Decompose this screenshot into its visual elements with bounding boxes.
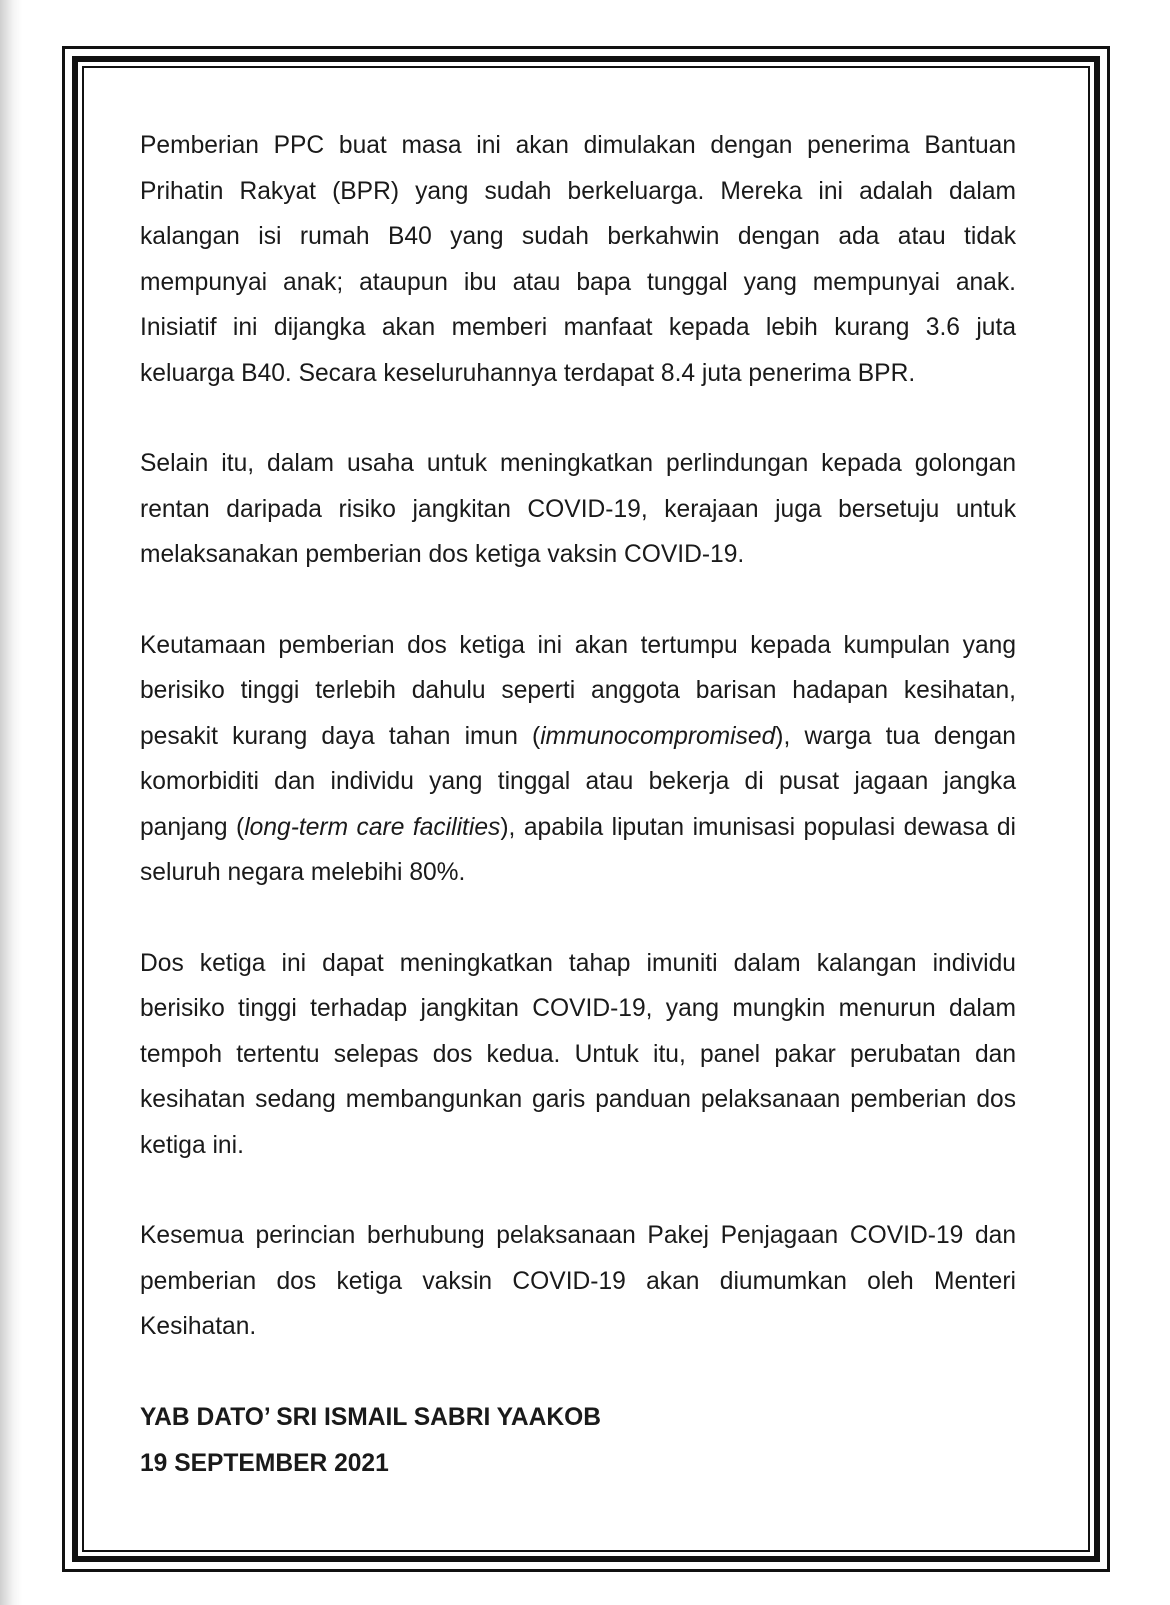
paragraph-text: Keutamaan pemberian dos ketiga ini akan tertumpu kepada kumpulan yang berisiko tinggi terlebih dahulu seperti anggota barisan hadapan kesihatan, pesakit kurang daya tahan imun (	[140, 631, 1016, 750]
document-border-outer	[62, 46, 1110, 1572]
scan-shadow	[0, 0, 22, 1605]
paragraph-text: Selain itu, dalam usaha untuk meningkatkan perlindungan kepada golongan rentan daripada risiko jangkitan COVID-19, kerajaan juga bersetuju untuk melaksanakan pemberian dos ketiga vaksin COVID-19.	[140, 450, 1016, 568]
paragraph-text: Kesemua perincian berhubung pelaksanaan Pakej Penjagaan COVID-19 dan pemberian dos ketiga vaksin COVID-19 akan diumumkan oleh Menteri Kesihatan.	[140, 1222, 1016, 1340]
paragraph-immunity-guidelines	[140, 941, 1016, 1169]
italic-term-immunocompromised: immunocompromised	[540, 722, 776, 750]
paragraph-text: Pemberian PPC buat masa ini akan dimulakan dengan penerima Bantuan Prihatin Rakyat (BPR) yang sudah berkeluarga. Mereka ini adalah dalam kalangan isi rumah B40 yang sudah berkahwin dengan ada atau tidak mempunyai anak; ataupun ibu atau bapa tunggal yang mempunyai anak. Inisiatif ini dijangka akan memberi manfaat kepada lebih kurang 3.6 juta keluarga B40. Secara keseluruhannya terdapat 8.4 juta penerima BPR.	[140, 132, 1016, 387]
document-border-middle	[72, 56, 1100, 1562]
paragraph-text: Dos ketiga ini dapat meningkatkan tahap imuniti dalam kalangan individu berisiko tinggi terhadap jangkitan COVID-19, yang mungkin menurun dalam tempoh tertentu selepas dos kedua. Untuk itu, panel pakar perubatan dan kesihatan sedang membangunkan garis panduan pelaksanaan pemberian dos ketiga ini.	[140, 949, 1016, 1159]
paragraph-priority-groups	[140, 623, 1016, 896]
document-border-inner	[82, 66, 1090, 1552]
signature-block	[140, 1395, 1016, 1487]
statement-date: 19 SEPTEMBER 2021	[140, 1449, 389, 1477]
paragraph-text: ), apabila liputan imunisasi populasi dewasa di seluruh negara melebihi 80%.	[140, 813, 1017, 886]
paragraph-announcement	[140, 1213, 1016, 1350]
paragraph-third-dose-approval	[140, 441, 1016, 578]
italic-term-long-term-care: long-term care facilities	[244, 813, 501, 841]
paragraph-text: ), warga tua dengan komorbiditi dan individu yang tinggal atau bekerja di pusat jagaan jangka panjang (	[140, 722, 1016, 841]
signatory-name: YAB DATO’ SRI ISMAIL SABRI YAAKOB	[140, 1403, 601, 1431]
statement-body	[140, 123, 1016, 1487]
paragraph-ppc-bpr	[140, 123, 1016, 396]
